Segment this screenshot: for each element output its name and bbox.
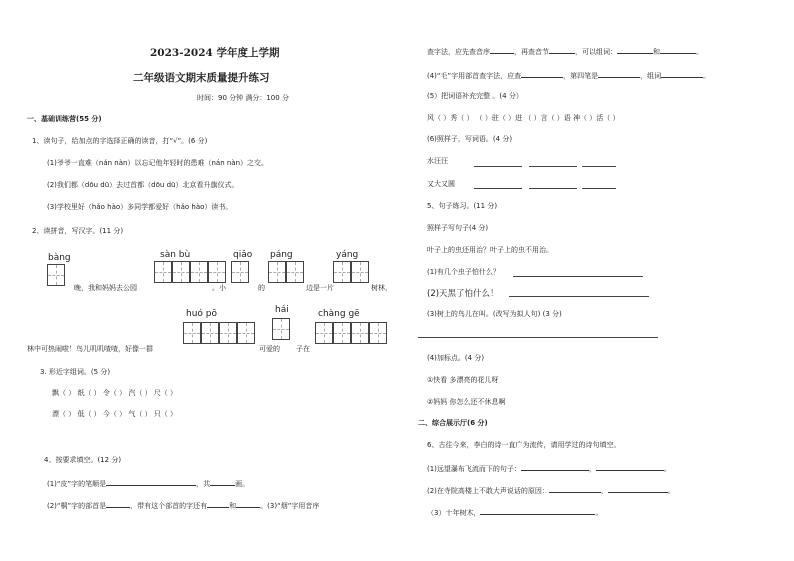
answer-blank[interactable] (207, 499, 229, 508)
section-2-heading: 二、综合展示厅(6 分) (418, 419, 488, 427)
q4-s2-b: ，带有这个部首的字还有 (130, 502, 208, 510)
q3-heading: 3. 形近字组词。(5 分) (40, 368, 111, 376)
r1-e: 。 (696, 48, 703, 56)
q3-row-1: 飘（ ） 纸（ ） 令（ ） 汽（ ） 尺（ ） (52, 389, 178, 397)
q1-sentence-2: (2)我们都（dōu dū）去过首都（dōu dū）北京看升旗仪式。 (47, 181, 239, 189)
q6b-heading: 6、古往今来，李白的诗一直广为流传，请用学过的诗句填空。 (427, 441, 621, 449)
q2-text-1d: 边是一片 (306, 284, 334, 292)
writing-grid-cell[interactable] (369, 322, 387, 344)
r2-d: 。 (703, 72, 711, 80)
answer-line[interactable] (582, 166, 616, 167)
q6b-1-b: ， (588, 465, 596, 473)
answer-line[interactable] (529, 166, 577, 167)
answer-blank[interactable] (210, 477, 235, 486)
q6-example-1: 水汪汪 (427, 157, 448, 165)
pinyin-changge: chàng gē (318, 309, 360, 319)
pinyin-yang: yáng (336, 250, 359, 260)
pinyin-hai: hái (275, 305, 289, 315)
q4-sentence-2 (47, 499, 319, 510)
q1-heading: 1、读句子，给加点的字选择正确的读音，打“√”。(6 分) (32, 137, 208, 145)
r-line-1 (427, 45, 703, 56)
q1-sentence-3: (3)学校里好（hǎo hào）多同学都爱好（hǎo hào）读书。 (47, 203, 233, 211)
q6b-1-a: (1)远望瀑布飞流而下的句子： (427, 465, 521, 473)
answer-blank[interactable] (660, 45, 696, 54)
writing-grid-cell[interactable] (47, 264, 65, 286)
writing-grid-cell[interactable] (272, 318, 290, 340)
q5b-4b: ②妈妈 你怎么还不休息啊 (427, 398, 506, 406)
r-line-2 (427, 69, 710, 80)
q4-heading: 4、按要求填空。(12 分) (44, 456, 122, 464)
title-line-2: 二年级语文期末质量提升练习 (133, 72, 270, 84)
title-line-1: 2023-2024 学年度上学期 (150, 47, 280, 59)
answer-blank[interactable] (549, 45, 575, 54)
answer-line[interactable] (529, 188, 577, 189)
answer-blank[interactable] (521, 462, 589, 471)
writing-grid-cell[interactable] (183, 322, 201, 344)
q5b-sub: 照样子写句子(4 分) (427, 224, 489, 232)
pinyin-pang: páng (270, 250, 293, 260)
q2-text-2b: 可爱的 (259, 345, 280, 353)
q5b-4a: ①快看 多漂亮的花儿呀 (427, 376, 499, 384)
writing-grid-cell[interactable] (172, 261, 190, 283)
q5b-example: 叶子上的虫还用治？叶子上的虫不用治。 (427, 246, 553, 254)
answer-line[interactable] (474, 166, 522, 167)
q6b-3-a: （3）十年树木， (427, 509, 481, 517)
writing-grid-cell[interactable] (237, 322, 255, 344)
q5b-3: (3)树上的鸟儿在叫。(改写为拟人句) (3 分) (427, 310, 562, 318)
q5b-heading: 5、句子练习。(11 分) (427, 202, 498, 210)
q2-heading: 2、读拼音，写汉字。(11 分) (32, 227, 124, 235)
q4-s2-d: 。(3)“烟”字用音序 (260, 502, 320, 510)
answer-line[interactable] (513, 276, 643, 277)
q2-text-2c: 子在 (296, 345, 310, 353)
q4-s2-c: 和 (229, 502, 237, 510)
answer-blank[interactable] (521, 69, 563, 78)
writing-grid-cell[interactable] (333, 261, 351, 283)
writing-grid-cell[interactable] (219, 322, 237, 344)
answer-blank[interactable] (106, 499, 130, 508)
q6b-2-a: (2)在寺院高楼上不敢大声说话的原因： (427, 487, 549, 495)
answer-line[interactable] (474, 188, 522, 189)
answer-blank[interactable] (549, 484, 601, 493)
answer-line[interactable] (582, 188, 616, 189)
pinyin-sanbu: sàn bù (160, 250, 191, 260)
q4-s1-c: 画。 (235, 480, 250, 488)
q2-text-1c: 的 (258, 284, 265, 292)
writing-grid-cell[interactable] (351, 261, 369, 283)
q1-sentence-1: (1)爷爷一直难（nán nàn）以忘记他年轻时的患难（nán nàn）之交。 (47, 159, 269, 167)
q4-s2-a: (2)“桐”字的部首是 (47, 502, 107, 510)
q6b-2-c: 。 (667, 487, 675, 495)
q5-row: 风（ ）秀（ ） （ ）驻（ ）进 （ ）言（ ）语 神（ ）活（ ） (427, 114, 620, 122)
writing-grid-cell[interactable] (268, 261, 286, 283)
r1-d: 和 (653, 48, 660, 56)
writing-grid-cell[interactable] (154, 261, 172, 283)
q5b-1: (1)有几个虫子怕什么？ (427, 268, 500, 276)
r2-b: ，第四笔是 (563, 72, 599, 80)
writing-grid-cell[interactable] (208, 261, 226, 283)
q5b-2: (2)天黑了怕什么！ (427, 289, 499, 299)
answer-blank[interactable] (661, 69, 703, 78)
writing-grid-cell[interactable] (333, 322, 351, 344)
r1-b: ，再查音节 (514, 48, 549, 56)
q6b-1 (427, 462, 671, 473)
q2-text-1e: 树林， (371, 284, 392, 292)
q2-text-1a: 晚，我和妈妈去公园 (74, 284, 137, 292)
writing-grid-cell[interactable] (190, 261, 208, 283)
writing-grid-cell[interactable] (286, 261, 304, 283)
q4-s1-b: ，共 (196, 480, 211, 488)
q6b-3 (427, 506, 602, 517)
q6-example-2: 又大又圆 (427, 180, 455, 188)
pinyin-bang: bàng (48, 253, 71, 263)
answer-blank[interactable] (598, 69, 640, 78)
writing-grid-cell[interactable] (231, 261, 249, 283)
answer-line[interactable] (509, 296, 649, 297)
q5b-4: (4)加标点。(4 分) (427, 354, 485, 362)
r1-a: 查字法，应先查音序 (427, 48, 490, 56)
answer-blank[interactable] (106, 477, 196, 486)
r2-a: (4)“毛”字用部首查字法，应查 (427, 72, 522, 80)
q6b-3-b: 。 (595, 509, 603, 517)
answer-blank[interactable] (480, 506, 595, 515)
answer-blank[interactable] (617, 45, 653, 54)
q6-heading: (6)照样子，写词语。(4 分) (427, 135, 513, 143)
q6b-1-c: 。 (663, 465, 671, 473)
q4-sentence-1 (47, 477, 249, 488)
q3-row-2: 漂（ ） 低（ ） 今（ ） 气（ ） 只（ ） (52, 410, 178, 418)
section-1-heading: 一、基础训练营(55 分) (27, 115, 102, 123)
time-info: 时间：90 分钟 满分：100 分 (197, 94, 289, 102)
r2-c: ，组词 (640, 72, 662, 80)
writing-grid-cell[interactable] (351, 322, 369, 344)
answer-blank[interactable] (608, 484, 668, 493)
q4-s1-a: (1)“皮”字的笔顺是 (47, 480, 107, 488)
writing-grid-cell[interactable] (201, 322, 219, 344)
pinyin-huopo: huó pō (186, 309, 217, 319)
answer-blank[interactable] (596, 462, 664, 471)
pinyin-qiao: qiǎo (233, 250, 253, 260)
q2-text-2a: 林中可热闹啦！鸟儿叽叽喳喳，好像一群 (27, 345, 153, 353)
q5-heading: (5）把词语补充完整 。(4 分） (427, 92, 523, 100)
answer-blank[interactable] (490, 45, 514, 54)
writing-grid-cell[interactable] (315, 322, 333, 344)
q6b-2 (427, 484, 675, 495)
q2-text-1b: 。小 (212, 284, 226, 292)
q6b-2-b: ， (600, 487, 608, 495)
answer-line[interactable] (418, 337, 658, 338)
answer-blank[interactable] (236, 499, 260, 508)
r1-c: ，可以组词： (575, 48, 617, 56)
